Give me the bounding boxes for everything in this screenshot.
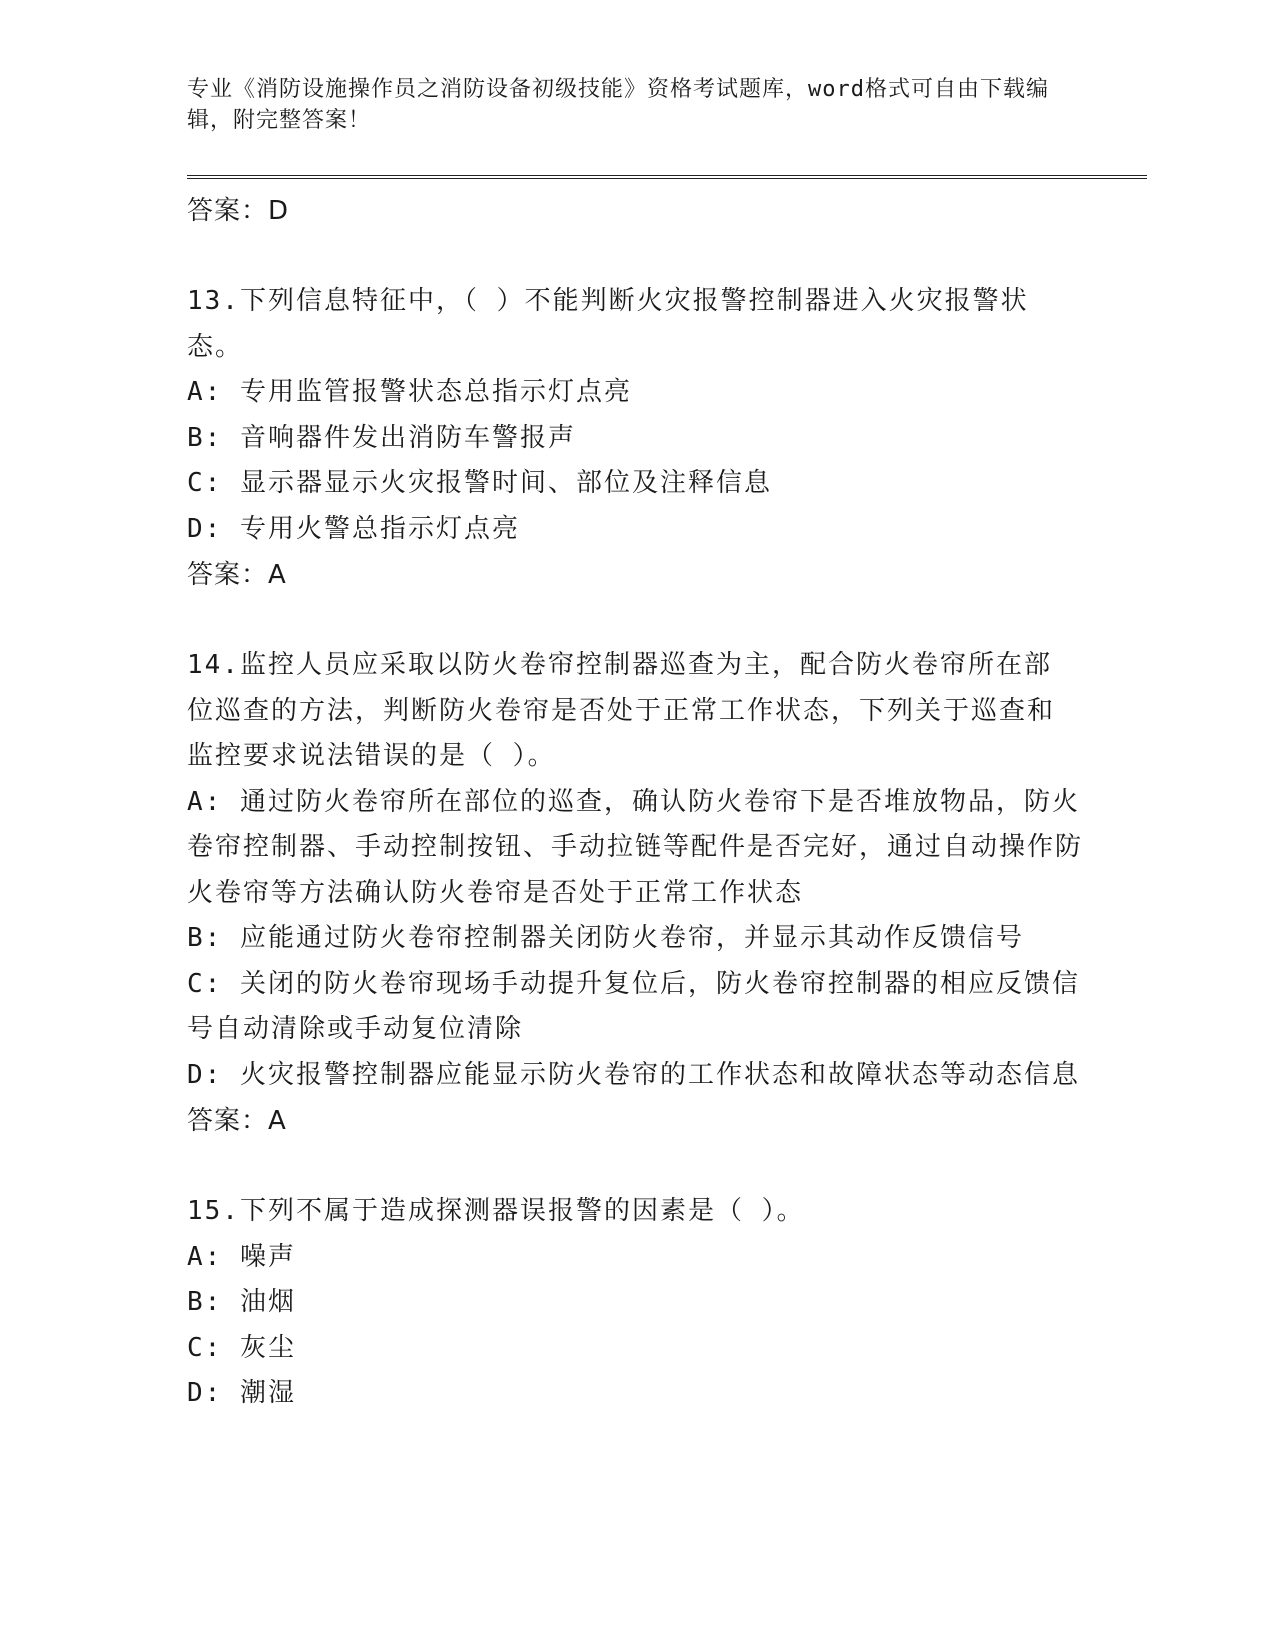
answer-line: 答案：D — [187, 196, 290, 226]
question-number: 13. — [187, 286, 240, 316]
option-a — [187, 1235, 1087, 1281]
question-stem: 下列不属于造成探测器误报警的因素是（ ）。 — [239, 1196, 805, 1226]
option-text: 关闭的防火卷帘现场手动提升复位后，防火卷帘控制器的相应反馈信号自动清除或手动复位清除 — [187, 968, 1080, 1044]
option-text: 噪声 — [239, 1241, 296, 1272]
header-divider — [187, 175, 1147, 179]
document-body — [187, 188, 1087, 1417]
option-label: A: — [187, 1241, 223, 1272]
option-label: B: — [187, 1287, 223, 1317]
option-a — [187, 780, 1087, 917]
answer-line: 答案：A — [187, 560, 287, 590]
option-text: 油烟 — [239, 1287, 296, 1317]
option-text: 火灾报警控制器应能显示防火卷帘的工作状态和故障状态等动态信息 — [239, 1059, 1080, 1090]
question-number: 14. — [187, 650, 240, 680]
option-b — [187, 916, 1087, 962]
question-15 — [187, 1189, 1077, 1235]
option-label: D: — [187, 1378, 223, 1408]
spacer — [187, 598, 1087, 643]
option-label: C: — [187, 1332, 223, 1363]
option-label: D: — [187, 1059, 223, 1090]
spacer — [187, 1144, 1087, 1189]
option-d — [187, 1053, 1087, 1099]
option-b — [187, 416, 1087, 462]
option-label: A: — [187, 377, 223, 407]
option-label: C: — [187, 968, 223, 999]
option-label: B: — [187, 422, 223, 453]
option-a — [187, 370, 1087, 416]
option-c — [187, 1326, 1087, 1372]
page-header: 专业《消防设施操作员之消防设备初级技能》资格考试题库，word格式可自由下载编辑，附完整答案！ — [187, 77, 1049, 133]
option-b — [187, 1280, 1087, 1326]
option-text: 灰尘 — [239, 1332, 296, 1363]
question-14 — [187, 643, 1077, 780]
option-text: 音响器件发出消防车警报声 — [239, 422, 576, 453]
option-text: 通过防火卷帘所在部位的巡查，确认防火卷帘下是否堆放物品，防火卷帘控制器、手动控制按钮、手动拉链等配件是否完好，通过自动操作防火卷帘等方法确认防火卷帘是否处于正常工作状态 — [187, 786, 1084, 908]
answer-line: 答案：A — [187, 1106, 287, 1136]
option-text: 显示器显示火灾报警时间、部位及注释信息 — [239, 468, 772, 498]
option-c — [187, 962, 1087, 1053]
option-label: C: — [187, 468, 223, 498]
option-label: D: — [187, 513, 223, 544]
option-text: 应能通过防火卷帘控制器关闭防火卷帘，并显示其动作反馈信号 — [239, 923, 1024, 953]
question-13 — [187, 279, 1077, 370]
option-text: 专用火警总指示灯点亮 — [239, 513, 520, 544]
option-text: 专用监管报警状态总指示灯点亮 — [239, 377, 632, 407]
option-label: A: — [187, 786, 223, 817]
option-label: B: — [187, 923, 223, 953]
option-d — [187, 1371, 1087, 1417]
spacer — [187, 234, 1087, 279]
option-text: 潮湿 — [239, 1378, 296, 1408]
question-stem: 监控人员应采取以防火卷帘控制器巡查为主，配合防火卷帘所在部位巡查的方法，判断防火卷帘是否处于正常工作状态，下列关于巡查和监控要求说法错误的是（ ）。 — [187, 650, 1056, 771]
option-d — [187, 507, 1087, 553]
option-c — [187, 461, 1087, 507]
question-number: 15. — [187, 1196, 240, 1226]
question-stem: 下列信息特征中，（ ）不能判断火灾报警控制器进入火灾报警状态。 — [187, 286, 1029, 362]
